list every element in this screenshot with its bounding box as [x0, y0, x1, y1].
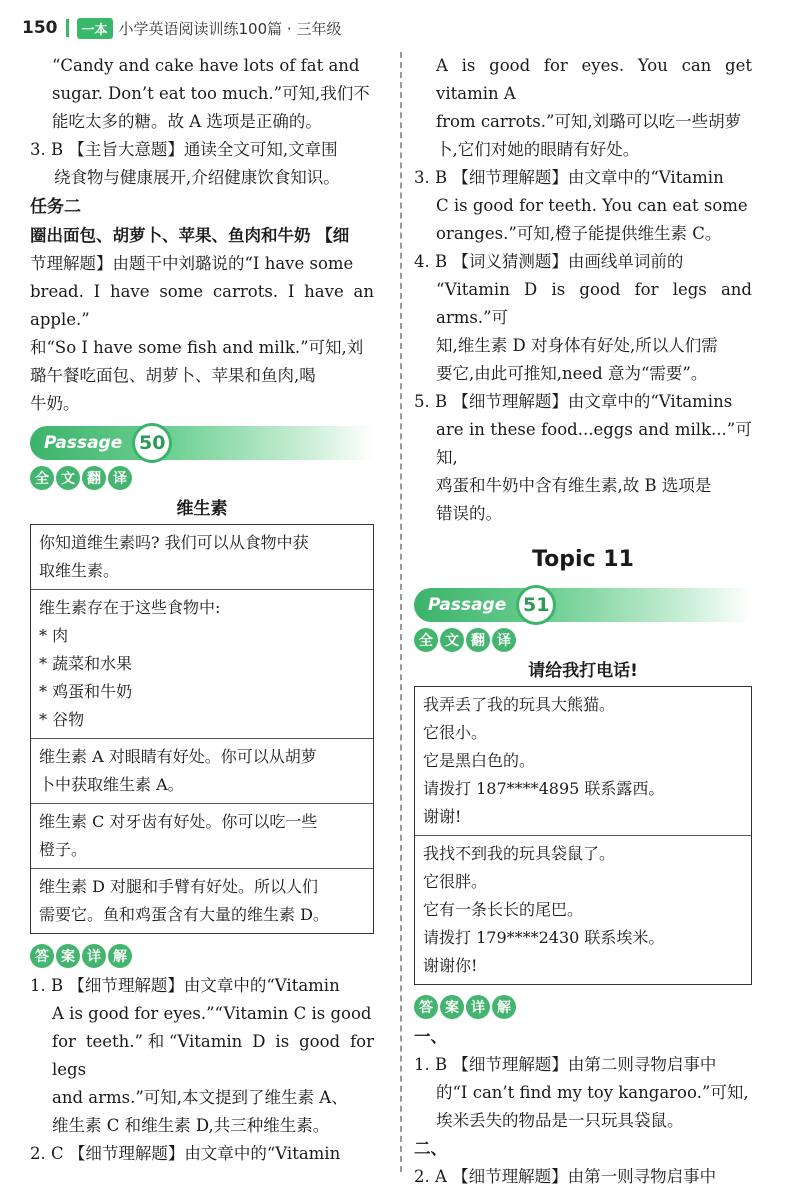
text-line: 需要它。鱼和鸡蛋含有大量的维生素 D。	[39, 905, 329, 924]
translation-box	[414, 686, 752, 985]
text-line: * 肉	[39, 626, 69, 645]
task-2-heading: 任务二	[30, 197, 81, 217]
text-line: 维生素 D 对腿和手臂有好处。所以人们	[39, 877, 319, 896]
text-line: 维生素 C 对牙齿有好处。你可以吃一些	[39, 812, 318, 831]
text-line: 要它,由此可推知,need 意为“需要”。	[436, 364, 708, 383]
text-line: 谢谢!	[423, 807, 462, 826]
badge-char: 详	[466, 995, 490, 1019]
text-line: 谢谢你!	[423, 956, 478, 975]
answer-2	[414, 1163, 752, 1191]
passage-number: 50	[132, 423, 172, 463]
text-line: 取维生素。	[39, 561, 120, 580]
answer-2-continued	[414, 52, 752, 164]
translation-cell	[31, 525, 373, 590]
translation-title: 维生素	[176, 499, 228, 519]
series-logo: 一本	[77, 18, 113, 39]
translation-cell	[31, 590, 373, 739]
left-column	[30, 52, 374, 1168]
text-line: 知,维生素 D 对身体有好处,所以人们需	[436, 336, 718, 355]
full-translation-badge	[30, 466, 374, 490]
text-line: 维生素 A 对眼睛有好处。你可以从胡萝	[39, 747, 317, 766]
translation-cell	[31, 869, 373, 933]
text-line: 它很小。	[423, 723, 488, 742]
text-line: “Candy and cake have lots of fat and	[52, 56, 360, 75]
answer-explanation-badge	[30, 944, 374, 968]
text-line: 卜中获取维生素 A。	[39, 775, 184, 794]
badge-char: 翻	[466, 628, 490, 652]
answer-5	[414, 388, 752, 528]
text-line: 1. B 【细节理解题】由第二则寻物启事中	[414, 1055, 717, 1074]
passage-label: Passage	[428, 595, 507, 615]
passage-51-banner	[414, 588, 752, 622]
answer-4	[414, 248, 752, 388]
translation-cell	[415, 836, 751, 984]
column-divider	[400, 52, 402, 1172]
text-line: “Vitamin D is good for legs and arms.”可	[436, 280, 752, 327]
text-line: 我弄丢了我的玩具大熊猫。	[423, 695, 616, 714]
answer-2-continued	[30, 52, 374, 136]
badge-char: 翻	[82, 466, 106, 490]
translation-box	[30, 524, 374, 934]
text-line: sugar. Don’t eat too much.”可知,我们不	[52, 84, 370, 103]
page-header	[22, 14, 341, 42]
text-line: 你知道维生素吗? 我们可以从食物中获	[39, 533, 309, 552]
badge-char: 解	[108, 944, 132, 968]
translation-cell	[31, 804, 373, 869]
text-line: 节理解题】由题干中刘璐说的“I have some	[30, 254, 354, 273]
badge-char: 详	[82, 944, 106, 968]
text-line: 2. C 【细节理解题】由文章中的“Vitamin	[30, 1144, 341, 1163]
text-line: 我找不到我的玩具袋鼠了。	[423, 844, 616, 863]
text-line: 3. B 【细节理解题】由文章中的“Vitamin	[414, 168, 724, 187]
badge-char: 案	[440, 995, 464, 1019]
answer-1	[30, 972, 374, 1140]
answer-3	[30, 136, 374, 192]
answer-explanation-badge	[414, 995, 752, 1019]
text-line: 鸡蛋和牛奶中含有维生素,故 B 选项是	[436, 476, 712, 495]
text-line: * 谷物	[39, 710, 85, 729]
text-line: 牛奶。	[30, 394, 80, 413]
text-line: 维生素存在于这些食物中:	[39, 598, 221, 617]
text-line: 和“So I have some fish and milk.”可知,刘	[30, 338, 364, 357]
book-title: 小学英语阅读训练100篇 · 三年级	[118, 19, 342, 38]
text-line: 它是黑白色的。	[423, 751, 536, 770]
passage-50-banner	[30, 426, 374, 460]
text-line: 它有一条长长的尾巴。	[423, 900, 584, 919]
text-line: 璐午餐吃面包、胡萝卜、苹果和鱼肉,喝	[30, 366, 316, 385]
text-line: 2. A 【细节理解题】由第一则寻物启事中	[414, 1167, 717, 1186]
text-line: 5. B 【细节理解题】由文章中的“Vitamins	[414, 392, 733, 411]
text-line: for teeth.”和“Vitamin D is good for legs	[52, 1032, 374, 1079]
text-line: * 鸡蛋和牛奶	[39, 682, 133, 701]
text-line: 4. B 【词义猜测题】由画线单词前的	[414, 252, 684, 271]
text-line: 它很胖。	[423, 872, 488, 891]
badge-char: 全	[414, 628, 438, 652]
text-line: 能吃太多的糖。故 A 选项是正确的。	[52, 112, 322, 131]
text-line: 维生素 C 和维生素 D,共三种维生素。	[52, 1116, 330, 1135]
text-line: bread. I have some carrots. I have an apple.”	[30, 282, 374, 329]
page-number: 150	[22, 18, 58, 38]
badge-char: 译	[108, 466, 132, 490]
text-line: * 蔬菜和水果	[39, 654, 133, 673]
text-line: 绕食物与健康展开,介绍健康饮食知识。	[54, 168, 340, 187]
text-line: C is good for teeth. You can eat some	[436, 196, 748, 215]
text-line: from carrots.”可知,刘璐可以吃一些胡萝	[436, 112, 742, 131]
text-line: 1. B 【细节理解题】由文章中的“Vitamin	[30, 976, 340, 995]
full-translation-badge	[414, 628, 752, 652]
text-line: 埃米丢失的物品是一只玩具袋鼠。	[436, 1111, 684, 1130]
badge-char: 译	[492, 628, 516, 652]
text-line: 橙子。	[39, 840, 88, 859]
badge-char: 答	[30, 944, 54, 968]
text-line: 请拨打 187****4895 联系露西。	[423, 779, 665, 798]
text-line: A is good for eyes.”“Vitamin C is good	[52, 1004, 372, 1023]
badge-char: 解	[492, 995, 516, 1019]
badge-char: 文	[440, 628, 464, 652]
text-line: and arms.”可知,本文提到了维生素 A、	[52, 1088, 348, 1107]
badge-char: 文	[56, 466, 80, 490]
answer-1	[414, 1051, 752, 1135]
task-2-answer	[30, 222, 374, 418]
passage-label: Passage	[44, 433, 123, 453]
translation-title: 请给我打电话!	[528, 661, 638, 681]
text-line: oranges.”可知,橙子能提供维生素 C。	[436, 224, 722, 243]
text-line: 3. B 【主旨大意题】通读全文可知,文章围	[30, 140, 338, 159]
section-1-heading: 一、	[414, 1027, 447, 1046]
text-line: 卜,它们对她的眼睛有好处。	[436, 140, 640, 159]
answer-2	[30, 1140, 374, 1168]
text-line: are in these food...eggs and milk...”可知,	[436, 420, 752, 467]
text-line: 请拨打 179****2430 联系埃米。	[423, 928, 665, 947]
text-line: 圈出面包、胡萝卜、苹果、鱼肉和牛奶 【细	[30, 226, 350, 245]
text-line: 的“I can’t find my toy kangaroo.”可知,	[436, 1083, 749, 1102]
topic-heading: Topic 11	[532, 547, 634, 572]
answer-3	[414, 164, 752, 248]
badge-char: 案	[56, 944, 80, 968]
translation-cell	[31, 739, 373, 804]
passage-number: 51	[516, 585, 556, 625]
badge-char: 答	[414, 995, 438, 1019]
badge-char: 全	[30, 466, 54, 490]
right-column	[414, 52, 752, 1191]
text-line: 错误的。	[436, 504, 502, 523]
text-line: A is good for eyes. You can get vitamin A	[436, 56, 752, 103]
header-divider	[66, 19, 69, 37]
translation-cell	[415, 687, 751, 836]
section-2-heading: 二、	[414, 1139, 447, 1158]
